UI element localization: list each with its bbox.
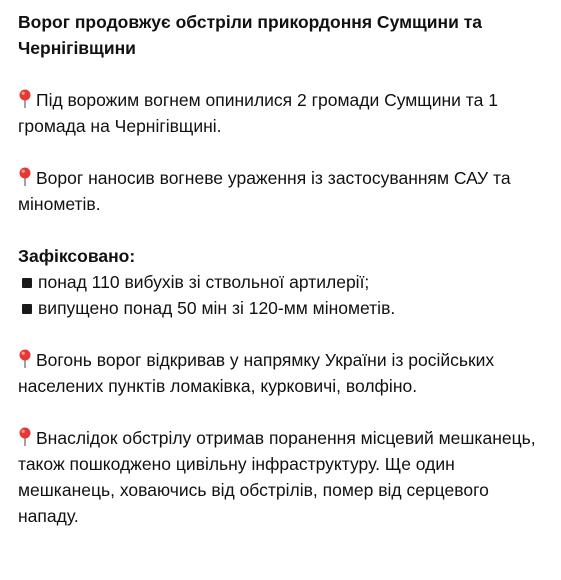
post-title: Ворог продовжує обстріли прикордоння Сумщини та Чернігівщини: [18, 12, 483, 58]
spacer: [18, 399, 543, 425]
paragraph-text: Вогонь ворог відкривав у напрямку України із російських населених пунктів ломаківка, курковичі, волфіно.: [18, 350, 495, 396]
pushpin-icon: [18, 167, 32, 187]
spacer: [18, 217, 543, 243]
paragraph-text: Внаслідок обстрілу отримав поранення місцевий мешканець, також пошкоджено цивільну інфраструктуру. Ще один мешканець, ховаючись від обстрілів, помер від серцевого нападу.: [18, 428, 536, 526]
pushpin-icon: [18, 89, 32, 109]
list-item-text: випущено понад 50 мін зі 120-мм мінометів.: [38, 298, 396, 318]
pushpin-icon: [18, 427, 32, 447]
paragraph-casualties: [18, 425, 543, 529]
spacer: [18, 321, 543, 347]
pushpin-icon: [18, 349, 32, 369]
paragraph-fire-direction: [18, 347, 543, 399]
spacer: [18, 61, 543, 87]
black-square-bullet-icon: [22, 278, 32, 288]
paragraph-weapons: [18, 165, 543, 217]
list-item: [18, 269, 543, 295]
black-square-bullet-icon: [22, 304, 32, 314]
spacer: [18, 139, 543, 165]
paragraph-text: Ворог наносив вогневе ураження із застосуванням САУ та мінометів.: [18, 168, 511, 214]
paragraph-attacked-communities: [18, 87, 543, 139]
list-item-text: понад 110 вибухів зі ствольної артилерії;: [38, 272, 370, 292]
paragraph-text: Під ворожим вогнем опинилися 2 громади Сумщини та 1 громада на Чернігівщині.: [18, 90, 498, 136]
list-item: [18, 295, 543, 321]
recorded-heading: Зафіксовано:: [18, 246, 136, 266]
